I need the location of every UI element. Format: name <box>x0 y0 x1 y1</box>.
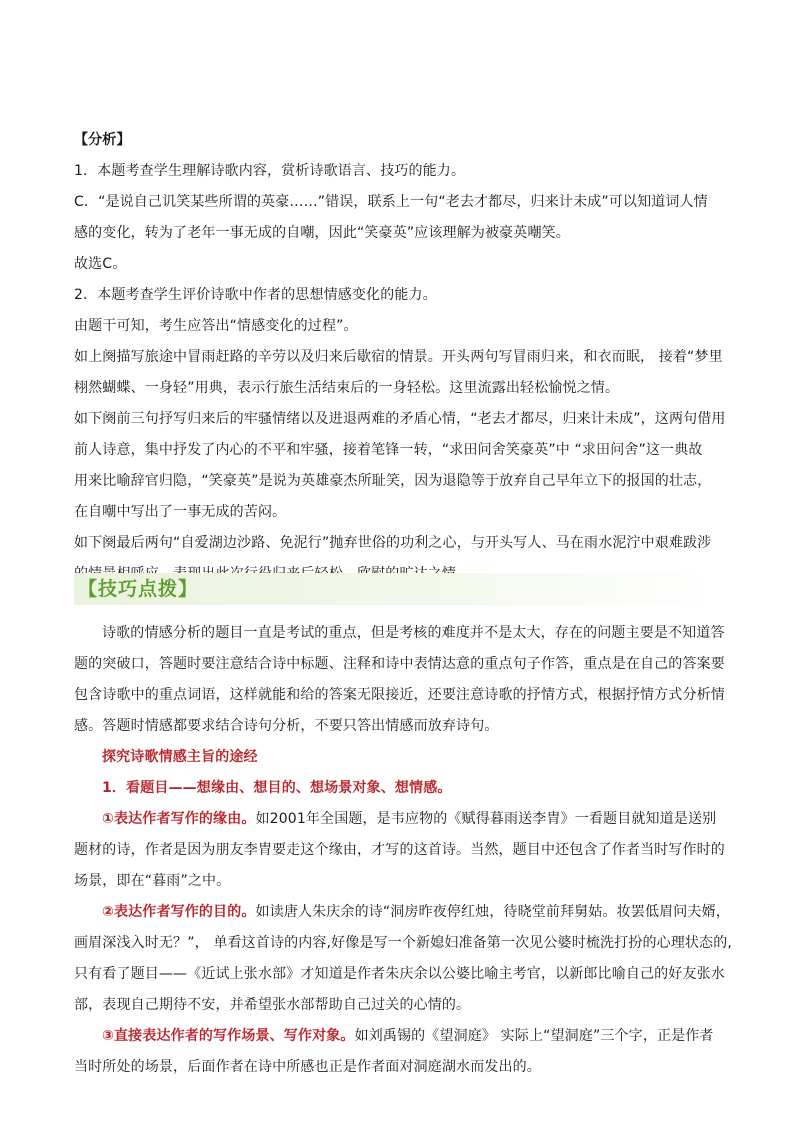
analysis-line: 如上阕描写旅途中冒雨赶路的辛劳以及归来后歇宿的情景。开头两句写冒雨归来，和衣而眠， 接着“梦里 <box>74 349 723 365</box>
item-2-line: 画眉深浅入时无？”， 单看这首诗的内容,好像是写一个新媳妇准备第一次见公婆时梳洗打扮的心理状态的, <box>74 935 732 951</box>
analysis-line: C．“是说自己讥笑某些所谓的英豪……”错误，联系上一句“老去才都尽，归来计未成”可以知道词人情 <box>74 194 708 210</box>
analysis-line: 2．本题考查学生评价诗歌中作者的思想情感变化的能力。 <box>74 287 437 303</box>
item-2-text: 如读唐人朱庆余的诗“洞房昨夜停红烛，待晓堂前拜舅姑。妆罢低眉问夫婿， <box>255 904 730 920</box>
item-1-label: ①表达作者写作的缘由。 <box>102 811 256 827</box>
item-3-line <box>102 1026 762 1046</box>
analysis-line: 栩然蝴蝶、一身轻”用典，表示行旅生活结束后的一身轻松。这里流露出轻松愉悦之情。 <box>74 380 620 396</box>
analysis-line: 1．本题考查学生理解诗歌内容，赏析诗歌语言、技巧的能力。 <box>74 163 466 179</box>
item-1-line: 题材的诗，作者是因为朋友李胄要走这个缘由，才写的这首诗。当然，题目中还包含了作者当时写作时的 <box>74 842 725 858</box>
point-heading: 1．看题目——想缘由、想目的、想场景对象、想情感。 <box>102 780 452 796</box>
section-title-tips: 【技巧点拨】 <box>78 578 199 600</box>
analysis-line: 如下阕前三句抒写归来后的牢骚情绪以及进退两难的矛盾心情，“老去才都尽，归来计未成”，这两句借用 <box>74 411 726 427</box>
tips-intro-line: 诗歌的情感分析的题目一直是考试的重点，但是考核的难度并不是太大，存在的问题主要是不知道答 <box>102 625 725 641</box>
item-2-line <box>102 902 762 922</box>
item-1-text: 如2001年全国题，是韦应物的《赋得暮雨送李胄》一看题目就知道是送别 <box>255 811 717 827</box>
analysis-line: 在自嘲中写出了一事无成的苦闷。 <box>74 504 287 520</box>
analysis-line: 由题干可知，考生应答出“情感变化的过程”。 <box>74 318 358 334</box>
item-1-line: 场景，即在“暮雨”之中。 <box>74 873 231 889</box>
subheading: 探究诗歌情感主旨的途经 <box>102 749 258 765</box>
item-3-text: 如刘禹锡的《望洞庭》 实际上“望洞庭”三个字，正是作者 <box>354 1028 714 1044</box>
item-2-label: ②表达作者写作的目的。 <box>102 904 256 920</box>
item-2-line: 只有看了题目——《近试上张水部》才知道是作者朱庆余以公婆比喻主考官，以新郎比喻自己的好友张水 <box>74 966 725 982</box>
item-3-line: 当时所处的场景，后面作者在诗中所感也正是作者面对洞庭湖水而发出的。 <box>74 1059 541 1075</box>
analysis-line: 前人诗意，集中抒发了内心的不平和牢骚，接着笔锋一转，“求田问舍笑豪英”中 “求田问舍”这一典故 <box>74 442 703 458</box>
tips-intro-line: 包含诗歌中的重点词语，这样就能和给的答案无限接近，还要注意诗歌的抒情方式，根据抒情方式分析情 <box>74 687 725 703</box>
item-3-label: ③直接表达作者的写作场景、写作对象。 <box>102 1028 355 1044</box>
item-2-line: 部，表现自己期待不安，并希望张水部帮助自己过关的心情的。 <box>74 997 471 1013</box>
analysis-line: 用来比喻辞官归隐，“笑豪英”是说为英雄豪杰所耻笑，因为退隐等于放弃自己早年立下的报国的壮志， <box>74 473 712 489</box>
tips-intro-line: 感。答题时情感都要求结合诗句分析，不要只答出情感而放弃诗句。 <box>74 718 499 734</box>
analysis-line: 如下阕最后两句“自爱湖边沙路、免泥行”抛弃世俗的功利之心，与开头写人、马在雨水泥泞中艰难跋涉 <box>74 535 712 551</box>
item-1-line <box>102 809 762 829</box>
analysis-line: 感的变化，转为了老年一事无成的自嘲，因此“笑豪英”应该理解为被豪英嘲笑。 <box>74 225 570 241</box>
tips-intro-line: 题的突破口，答题时要注意结合诗中标题、注释和诗中表情达意的重点句子作答，重点是在自己的答案要 <box>74 656 725 672</box>
analysis-line: 故选C。 <box>74 256 127 272</box>
analysis-header: 【分析】 <box>74 132 131 148</box>
